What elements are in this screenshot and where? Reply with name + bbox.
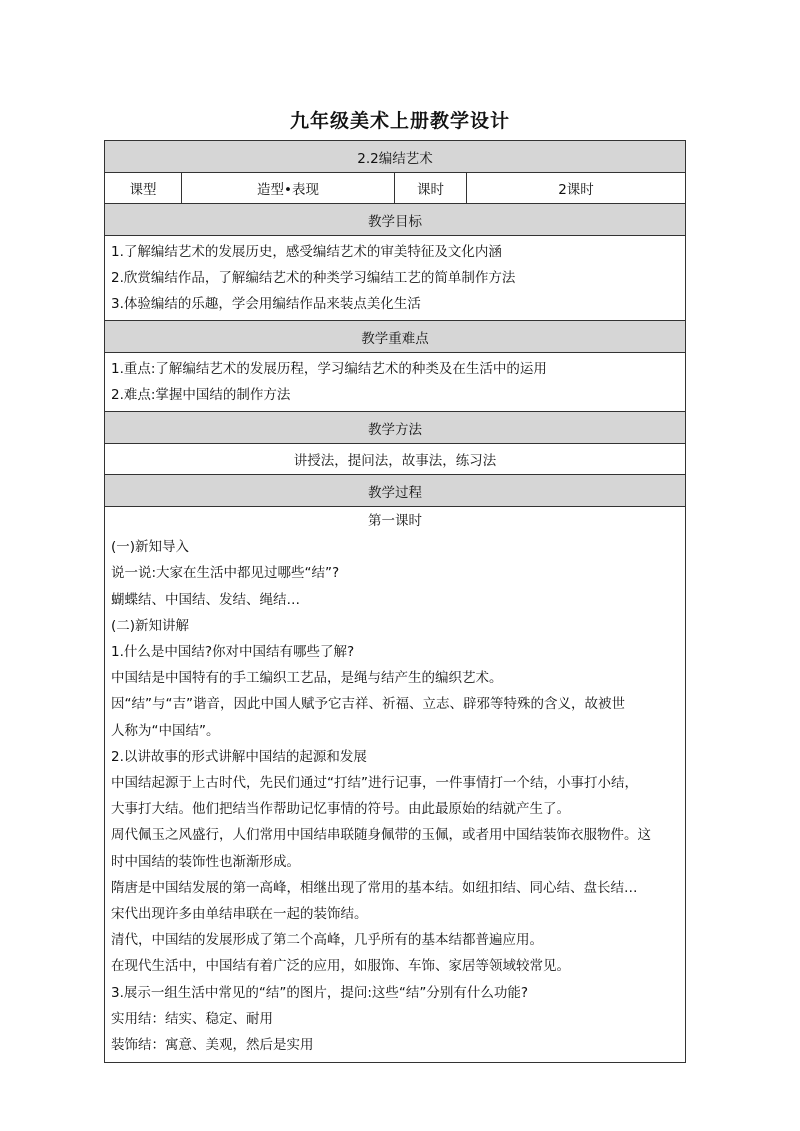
lesson-hours-value: 2课时 <box>467 173 686 204</box>
objectives-header: 教学目标 <box>105 204 686 236</box>
process-line: 宋代出现许多由单结串联在一起的装饰结。 <box>111 906 368 923</box>
process-line: (二)新知讲解 <box>111 617 190 634</box>
lesson-plan-table <box>104 140 686 1063</box>
process-line: 中国结起源于上古时代，先民们通过“打结”进行记事，一件事情打一个结，小事打小结， <box>111 775 638 792</box>
process-line: 说一说:大家在生活中都见过哪些“结”? <box>111 565 340 582</box>
objective-item: 3.体验编结的乐趣，学会用编结作品来装点美化生活 <box>111 296 421 312</box>
key-points-header: 教学重难点 <box>105 321 686 353</box>
process-line: 时中国结的装饰性也渐渐形成。 <box>111 853 300 870</box>
process-line: 周代佩玉之风盛行，人们常用中国结串联随身佩带的玉佩，或者用中国结装饰衣服物件。这 <box>111 827 651 844</box>
key-points-list <box>105 353 686 412</box>
lesson-hours-label: 课时 <box>395 173 467 204</box>
key-point-item: 1.重点:了解编结艺术的发展历程，学习编结艺术的种类及在生活中的运用 <box>111 361 547 377</box>
objective-item: 2.欣赏编结作品，了解编结艺术的种类学习编结工艺的简单制作方法 <box>111 270 516 286</box>
key-point-item: 2.难点:掌握中国结的制作方法 <box>111 387 291 403</box>
process-line: 实用结：结实、稳定、耐用 <box>111 1010 273 1027</box>
document-title: 九年级美术上册教学设计 <box>289 110 510 132</box>
process-line: 人称为“中国结”。 <box>111 722 220 739</box>
methods-header: 教学方法 <box>105 412 686 444</box>
process-line: 蝴蝶结、中国结、发结、绳结… <box>111 591 300 608</box>
process-line: 1.什么是中国结?你对中国结有哪些了解? <box>111 644 355 661</box>
process-header: 教学过程 <box>105 475 686 507</box>
process-line: 因“结”与“吉”谐音，因此中国人赋予它吉祥、祈福、立志、辟邪等特殊的含义，故被世 <box>111 696 625 713</box>
process-line: 2.以讲故事的形式讲解中国结的起源和发展 <box>111 748 367 765</box>
lesson-type-label: 课型 <box>105 173 182 204</box>
process-line: 大事打大结。他们把结当作帮助记忆事情的符号。由此最原始的结就产生了。 <box>111 801 570 818</box>
methods-text: 讲授法，提问法，故事法，练习法 <box>105 444 686 475</box>
process-line: (一)新知导入 <box>111 539 190 556</box>
process-line: 3.展示一组生活中常见的“结”的图片，提问:这些“结”分别有什么功能? <box>111 984 529 1001</box>
process-line: 隋唐是中国结发展的第一高峰，相继出现了常用的基本结。如纽扣结、同心结、盘长结… <box>111 879 638 896</box>
process-body <box>105 507 686 1063</box>
lesson-type-value: 造型•表现 <box>182 173 395 204</box>
process-line: 清代，中国结的发展形成了第二个高峰，几乎所有的基本结都普遍应用。 <box>111 932 543 949</box>
process-line: 在现代生活中，中国结有着广泛的应用，如服饰、车饰、家居等领域较常见。 <box>111 958 570 975</box>
process-session-title: 第一课时 <box>368 513 423 529</box>
objectives-list <box>105 236 686 321</box>
objective-item: 1.了解编结艺术的发展历史，感受编结艺术的审美特征及文化内涵 <box>111 244 502 260</box>
process-line: 装饰结：寓意、美观，然后是实用 <box>111 1037 314 1054</box>
process-line: 中国结是中国特有的手工编织工艺品，是绳与结产生的编织艺术。 <box>111 670 503 687</box>
lesson-title-header: 2.2编结艺术 <box>105 141 686 173</box>
